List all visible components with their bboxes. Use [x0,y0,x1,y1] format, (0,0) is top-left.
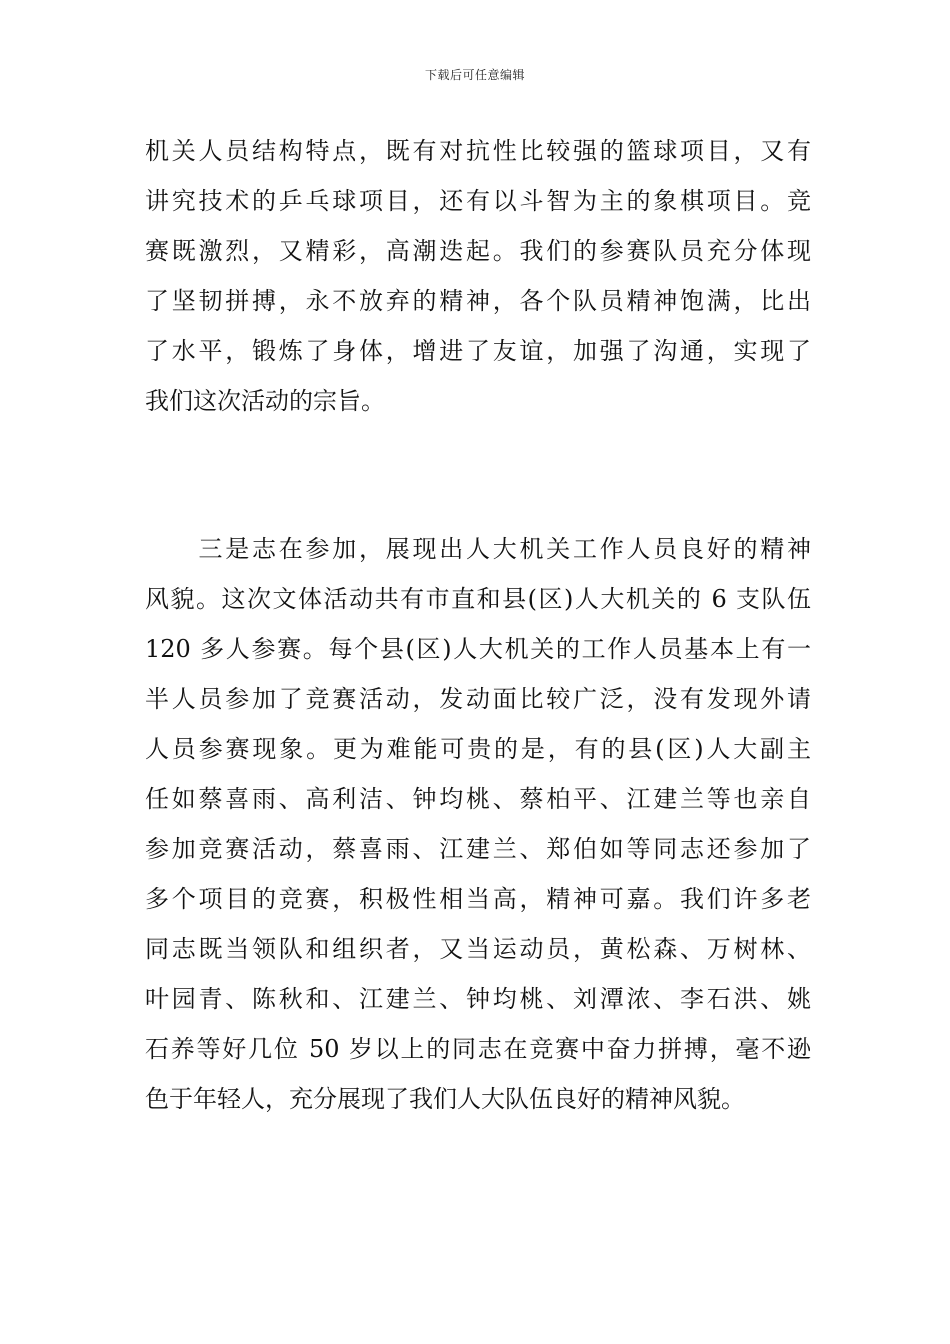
text-line: 任如蔡喜雨、高利洁、钟均桃、蔡柏平、江建兰等也亲自 [145,785,811,813]
text-line: 机关人员结构特点，既有对抗性比较强的篮球项目，又有 [145,137,811,165]
text-line: 色于年轻人，充分展现了我们人大队伍良好的精神风貌。 [145,1085,745,1113]
text-line: 三是志在参加，展现出人大机关工作人员良好的精神 [145,535,811,563]
paragraph-2 [145,524,811,1124]
text-line: 同志既当领队和组织者，又当运动员，黄松森、万树林、 [145,935,811,963]
paragraph-1 [145,126,811,426]
text-line: 参加竞赛活动，蔡喜雨、江建兰、郑伯如等同志还参加了 [145,835,811,863]
text-line: 多个项目的竞赛，积极性相当高，精神可嘉。我们许多老 [145,885,811,913]
text-line: 120 多人参赛。每个县(区)人大机关的工作人员基本上有一 [145,635,811,663]
text-line: 半人员参加了竞赛活动，发动面比较广泛，没有发现外请 [145,685,811,713]
text-line: 讲究技术的乒乓球项目，还有以斗智为主的象棋项目。竞 [145,187,811,215]
text-line: 了水平，锻炼了身体，增进了友谊，加强了沟通，实现了 [145,337,811,365]
text-line: 赛既激烈，又精彩，高潮迭起。我们的参赛队员充分体现 [145,237,811,265]
page-header-note: 下载后可任意编辑 [424,68,525,82]
text-line: 了坚韧拼搏，永不放弃的精神，各个队员精神饱满，比出 [145,287,811,315]
text-line: 人员参赛现象。更为难能可贵的是，有的县(区)人大副主 [145,735,811,763]
text-line: 石养等好几位 50 岁以上的同志在竞赛中奋力拼搏，毫不逊 [145,1035,811,1063]
text-line: 我们这次活动的宗旨。 [145,387,385,415]
text-line: 叶园青、陈秋和、江建兰、钟均桃、刘潭浓、李石洪、姚 [145,985,811,1013]
text-line: 风貌。这次文体活动共有市直和县(区)人大机关的 6 支队伍 [145,585,811,613]
